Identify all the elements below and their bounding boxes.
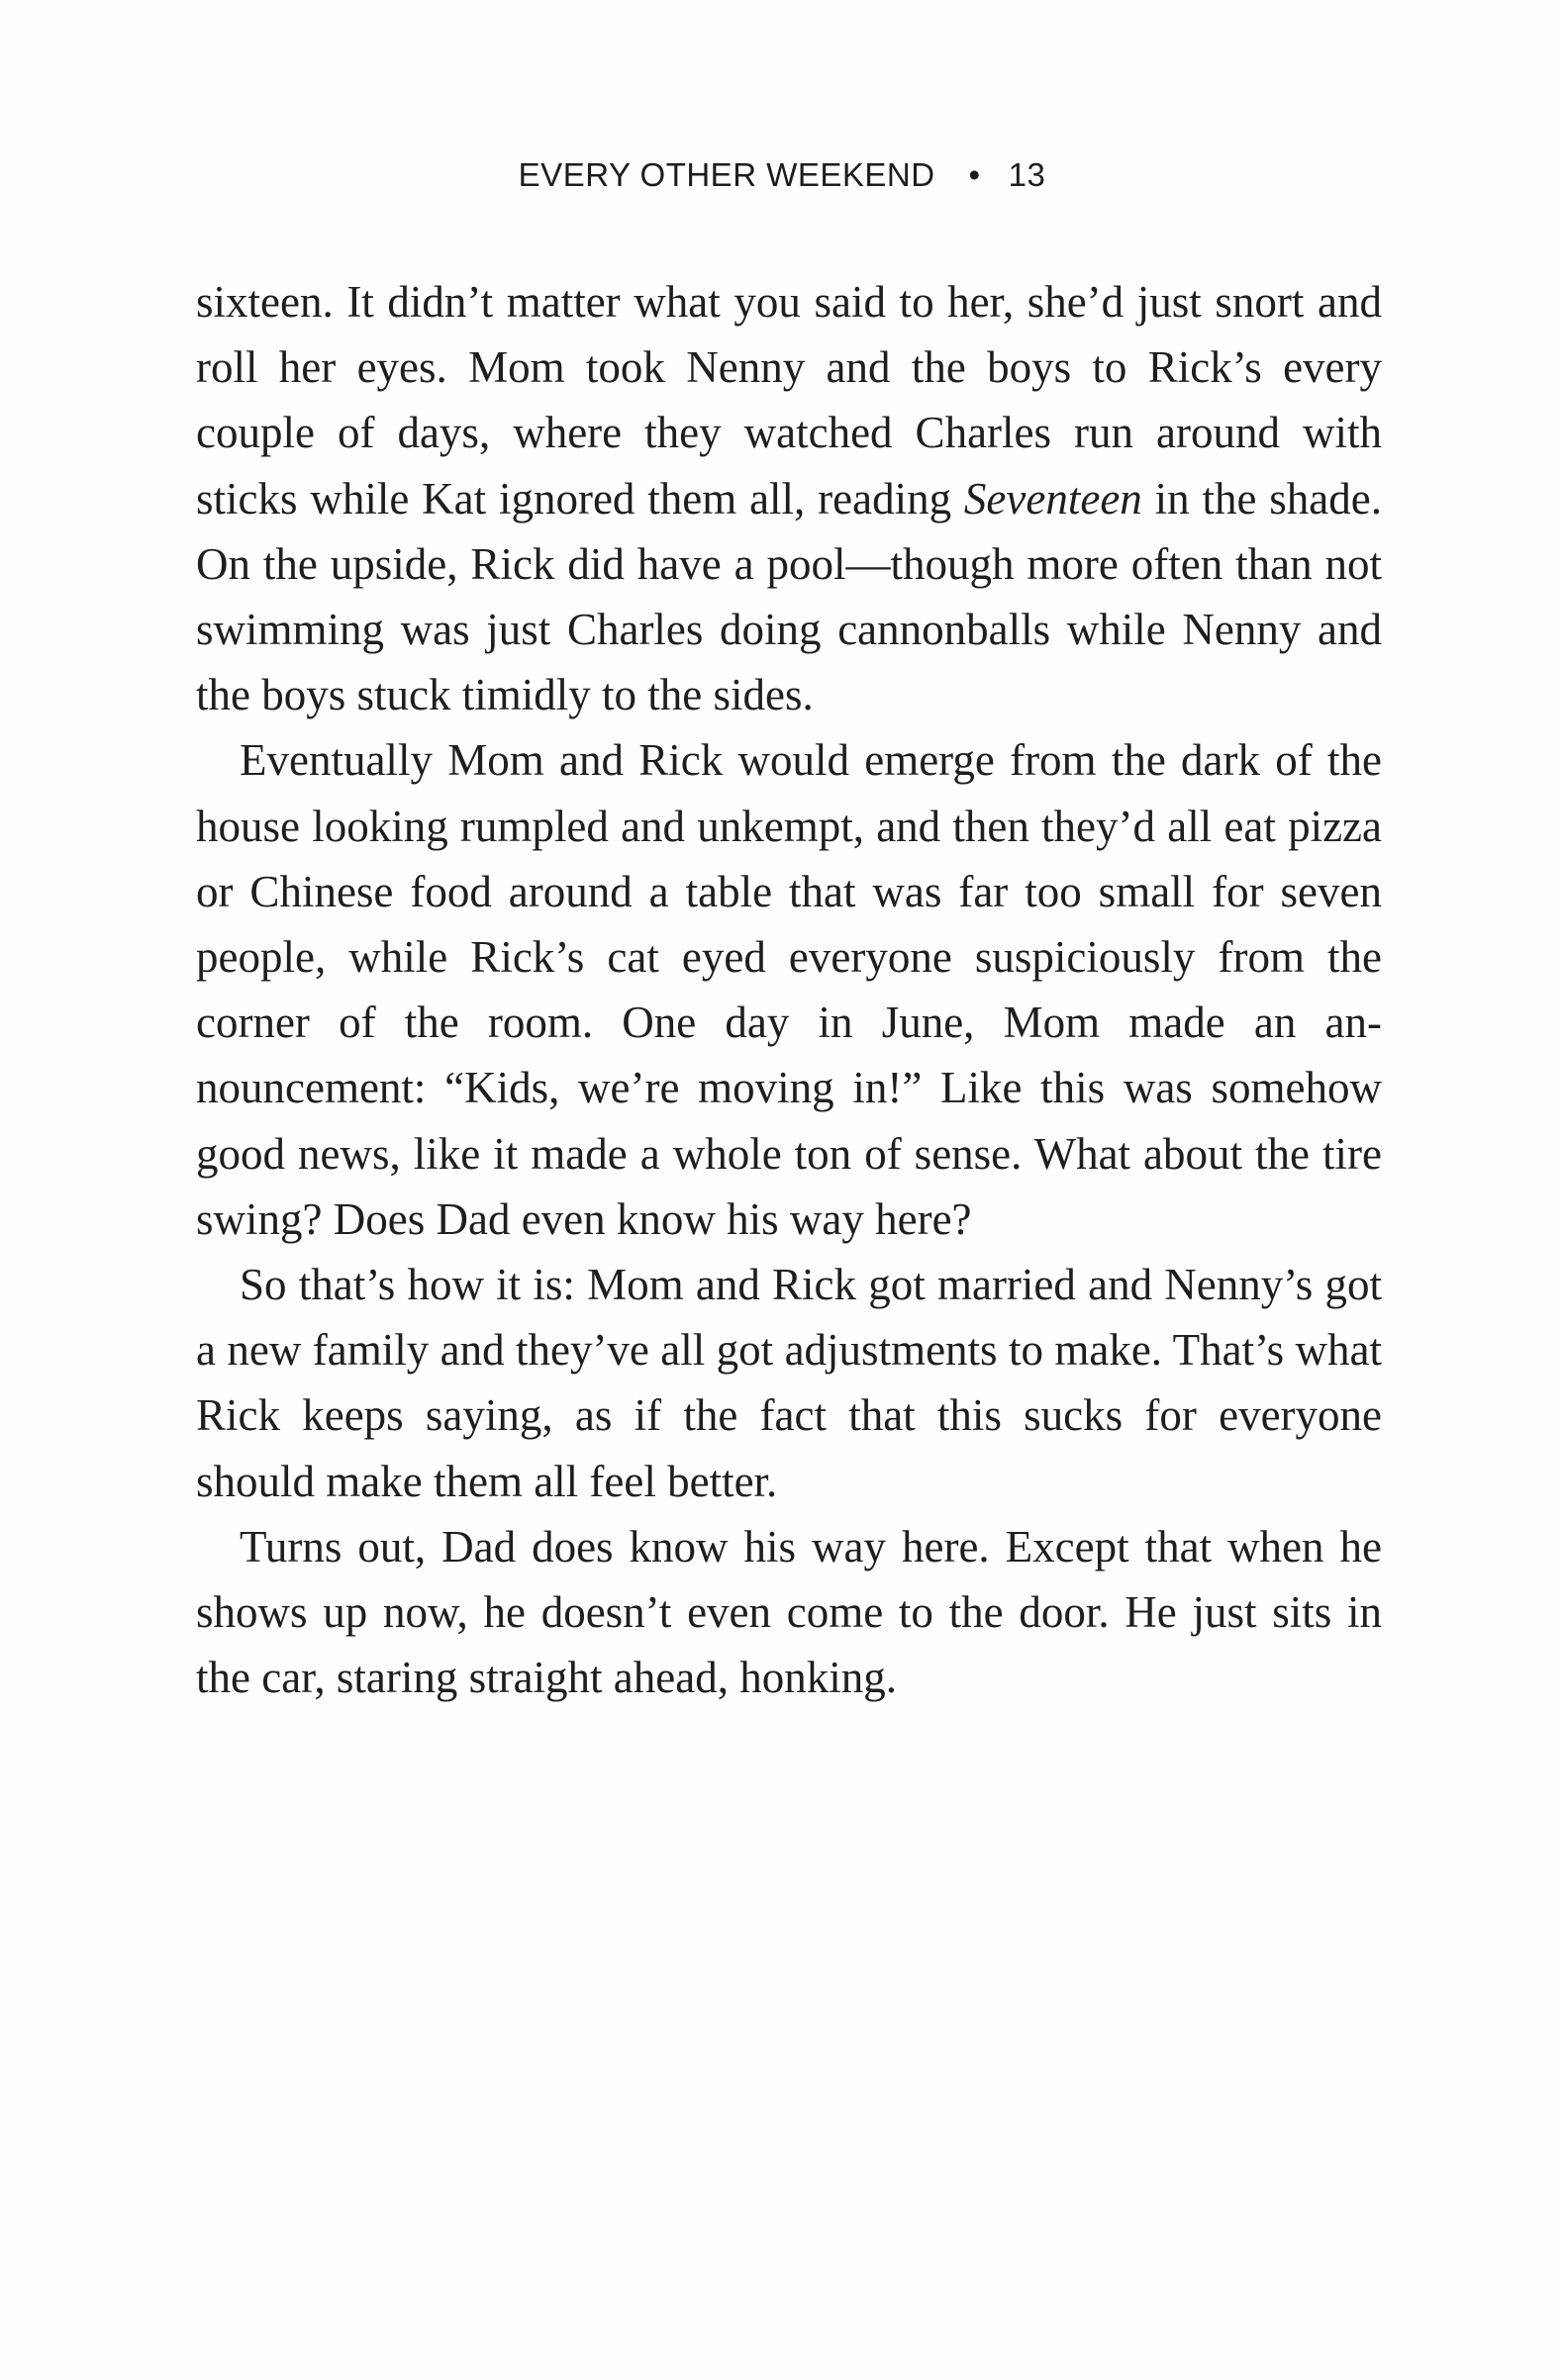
paragraph-1-text-b: in the shade. On the upside, Rick did have a pool—though more often than not swimming was just Charles doing cannonballs while Nenny and the boys stuck timidly to the sides. — [196, 473, 1382, 720]
paragraph-1 — [196, 269, 1382, 727]
paragraph-3: So that’s how it is: Mom and Rick got married and Nenny’s got a new family and they’ve all got adjustments to make. That’s what Rick keeps saying, as if the fact that this sucks for everyone should make them all feel better. — [196, 1260, 1382, 1506]
running-header — [0, 156, 1564, 194]
paragraph-1-text-a: sixteen. It didn’t matter what you said to her, she’d just snort and roll her eyes. Mom took Nenny and the boys to Rick’s every couple of days, where they watched Charles run around with sticks while Kat ignored them all, reading — [196, 277, 1382, 524]
magazine-title: Seventeen — [963, 473, 1142, 524]
paragraph-2: Eventually Mom and Rick would emerge from the dark of the house looking rumpled and unkempt, and then they’d all eat pizza or Chinese food around a table that was far too small for seven people, while Rick’s cat eyed everyone suspiciously from the corner of the room. One day in June, Mom made an announcement: “Kids, we’re moving in!” Like this was somehow good news, like it made a whole ton of sense. What about the tire swing? Does Dad even know his way here? — [196, 735, 1382, 1244]
book-title: EVERY OTHER WEEKEND — [518, 156, 935, 193]
header-separator: • — [968, 156, 981, 193]
body-text — [196, 269, 1382, 1710]
page-number: 13 — [1008, 156, 1046, 193]
paragraph-4: Turns out, Dad does know his way here. Except that when he shows up now, he doesn’t even come to the door. He just sits in the car, staring straight ahead, honking. — [196, 1521, 1382, 1703]
